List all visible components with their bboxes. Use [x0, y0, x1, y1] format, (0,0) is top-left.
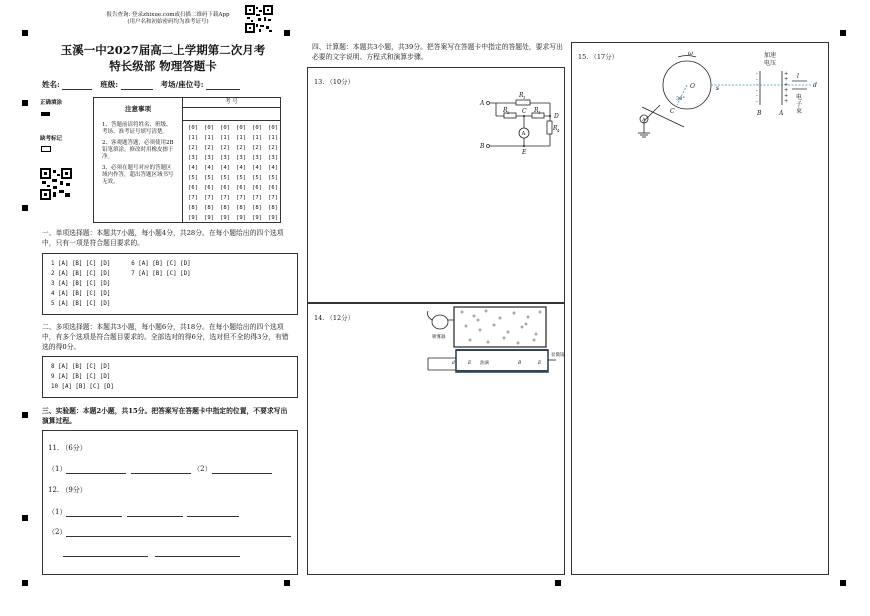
plate-minus-sign: -: [756, 71, 758, 77]
exam-digit-bubble[interactable]: [5]: [268, 175, 278, 181]
q14-answer-box[interactable]: [307, 303, 565, 575]
multi-row-10[interactable]: 10 [A] [B] [C] [D]: [51, 384, 114, 390]
q15-label-electron-1: 电: [796, 94, 803, 101]
q14-millikan-diagram: [408, 304, 564, 374]
notice-line-2: (用户名和初始密码均为准考证号): [127, 19, 209, 25]
oil-drop: [507, 331, 509, 333]
q13-ammeter-label: A: [521, 131, 526, 137]
exam-digit-bubble[interactable]: [0]: [188, 125, 198, 131]
title-line-1: 玉溪一中2027届高二上学期第二次月考: [60, 43, 266, 57]
class-label: 班级:: [100, 80, 119, 89]
q13-resistor-r4: [547, 121, 552, 134]
q12-blank-1b[interactable]: [127, 507, 183, 517]
q11-blank-1a[interactable]: [66, 464, 126, 474]
corner-mark-bottom-right: [840, 580, 846, 586]
exam-digit-bubble[interactable]: [9]: [204, 215, 214, 221]
mc-row-5[interactable]: 5 [A] [B] [C] [D]: [51, 301, 111, 307]
exam-digit-bubble[interactable]: [8]: [268, 205, 278, 211]
exam-digit-bubble[interactable]: [3]: [268, 155, 278, 161]
q11-part1-label: （1）: [48, 465, 67, 473]
exam-digit-bubble[interactable]: [7]: [236, 195, 246, 201]
q15-ammeter-label: A: [642, 117, 646, 123]
q14-label-e: E: [468, 361, 472, 366]
corner-mark-top-mid: [284, 30, 290, 36]
exam-digit-bubble[interactable]: [4]: [252, 165, 262, 171]
q14-label-sprayer: 喷雾器: [432, 335, 446, 340]
q11-blank-2[interactable]: [212, 464, 272, 474]
exam-digit-bubble[interactable]: [9]: [220, 215, 230, 221]
plate-minus-sign: -: [756, 82, 758, 88]
plate-minus-sign: -: [756, 76, 758, 83]
exam-digit-bubble[interactable]: [3]: [220, 155, 230, 161]
q13-label: 13. （10分）: [314, 78, 355, 86]
title-line-2: 特长级部 物理答题卡: [109, 59, 217, 73]
plate-plus-sign: +: [784, 71, 789, 77]
section3-title: 三、实验题：本题2小题，共15分。把答案写在答题卡中指定的位置，不要求写出演算过程。: [42, 407, 288, 425]
exam-number-digit-columns: [183, 123, 280, 223]
mc-row-3[interactable]: 3 [A] [B] [C] [D]: [51, 281, 111, 287]
exam-digit-column[interactable]: [219, 123, 231, 223]
q15-label-c: C: [670, 108, 675, 115]
q12-blank-2b[interactable]: [63, 547, 148, 557]
q15-label-electron-2: 子: [796, 101, 803, 108]
exam-digit-bubble[interactable]: [1]: [204, 135, 214, 141]
exam-digit-bubble[interactable]: [1]: [188, 135, 198, 141]
oil-drop: [535, 333, 537, 335]
q13-label-r2: R: [503, 107, 508, 114]
exam-digit-bubble[interactable]: [0]: [268, 125, 278, 131]
q13-node-d: D: [554, 113, 559, 120]
section2-answer-box: [42, 356, 298, 398]
plate-minus-sign: -: [756, 98, 758, 105]
exam-number-header: 考 号: [183, 98, 280, 108]
q13-label-r1-sub: 1: [523, 95, 526, 100]
exam-digit-bubble[interactable]: [7]: [204, 195, 214, 201]
q14-label-drop: 油滴: [480, 361, 489, 366]
exam-digit-bubble[interactable]: [4]: [220, 165, 230, 171]
oil-drop: [487, 341, 489, 343]
exam-digit-column[interactable]: [203, 123, 215, 223]
q12-part2-cont: [63, 547, 240, 557]
oil-drop: [485, 310, 487, 312]
multi-row-9[interactable]: 9 [A] [B] [C] [D]: [51, 374, 111, 380]
q14-label-b: B: [518, 361, 522, 366]
exam-digit-bubble[interactable]: [1]: [236, 135, 246, 141]
exam-digit-column[interactable]: [251, 123, 263, 223]
plate-plus-sign: +: [784, 82, 789, 88]
oil-drop: [513, 312, 515, 314]
q11-part2-label: （2）: [193, 465, 212, 473]
oil-drop: [499, 317, 501, 319]
multi-row-8[interactable]: 8 [A] [B] [C] [D]: [51, 364, 111, 370]
oil-drop: [525, 323, 527, 325]
section1-answer-box: [42, 253, 298, 315]
name-label: 姓名:: [42, 80, 60, 89]
q14-label-d: d: [452, 361, 455, 366]
exam-digit-bubble[interactable]: [9]: [236, 215, 246, 221]
exam-digit-bubble[interactable]: [8]: [188, 205, 198, 211]
notes-item-2: 2、客观题答题，必须使用2B铅笔填涂，修改时用橡皮擦干净。: [102, 140, 174, 160]
exam-digit-bubble[interactable]: [8]: [220, 205, 230, 211]
q15-label-a: A: [779, 110, 784, 117]
exam-digit-bubble[interactable]: [0]: [220, 125, 230, 131]
exam-digit-bubble[interactable]: [9]: [268, 215, 278, 221]
exam-digit-bubble[interactable]: [1]: [220, 135, 230, 141]
oil-drop: [521, 326, 523, 328]
q12-part2: [48, 527, 291, 537]
oil-drop: [465, 325, 467, 327]
q13-node-a: A: [480, 100, 485, 107]
side-mark-6: [555, 580, 561, 586]
absent-mark-box[interactable]: [41, 146, 51, 152]
exam-digit-bubble[interactable]: [3]: [236, 155, 246, 161]
exam-digit-bubble[interactable]: [3]: [188, 155, 198, 161]
exam-digit-bubble[interactable]: [0]: [204, 125, 214, 131]
exam-digit-bubble[interactable]: [4]: [236, 165, 246, 171]
notice-line-1: 报告查询: 登录zhixue.com或扫描二维码下载App: [106, 12, 230, 18]
exam-digit-bubble[interactable]: [6]: [236, 185, 246, 191]
q12-part1-label: （1）: [48, 508, 67, 516]
oil-drop: [503, 337, 505, 339]
q12-blank-2a[interactable]: [66, 527, 291, 537]
q15-label-l: l: [797, 73, 799, 80]
q15-label-angle: 30°: [676, 96, 685, 102]
exam-digit-bubble[interactable]: [6]: [188, 185, 198, 191]
notice-text: [88, 12, 248, 26]
exam-digit-bubble[interactable]: [0]: [236, 125, 246, 131]
q15-answer-box[interactable]: [571, 42, 829, 575]
side-mark-2: [22, 205, 28, 211]
mc-row-1[interactable]: 1 [A] [B] [C] [D] 6 [A] [B] [C] [D]: [51, 261, 191, 267]
section1-title: 一、单项选择题：本题共7小题，每小题4分，共28分。在每小题给出的四个选项中，只有一项是符合题目要求的。: [42, 229, 284, 247]
q12-blank-2c[interactable]: [155, 547, 240, 557]
q15-label-b: B: [757, 110, 762, 117]
correct-fill-label: 正确填涂: [40, 100, 63, 106]
exam-digit-bubble[interactable]: [9]: [188, 215, 198, 221]
exam-digit-column[interactable]: [267, 123, 279, 223]
oil-drop: [539, 311, 541, 313]
notes-box: [93, 97, 183, 223]
q15-label-s: s: [716, 85, 720, 92]
exam-digit-bubble[interactable]: [6]: [268, 185, 278, 191]
exam-digit-bubble[interactable]: [5]: [188, 175, 198, 181]
plate-plus-sign: +: [784, 98, 789, 105]
q13-label-r4: R: [553, 125, 558, 132]
corner-mark-top-left: [22, 30, 28, 36]
q15-label-d: d: [813, 82, 817, 89]
exam-digit-bubble[interactable]: [6]: [252, 185, 262, 191]
notes-item-3: 3、必须在题号对应的答题区域内作答，超出答题区域书写无效。: [102, 165, 174, 185]
exam-digit-bubble[interactable]: [2]: [220, 145, 230, 151]
exam-digit-bubble[interactable]: [5]: [204, 175, 214, 181]
exam-digit-column[interactable]: [235, 123, 247, 223]
exam-digit-column[interactable]: [187, 123, 199, 223]
q13-label-r1: R: [519, 92, 524, 99]
q13-circuit-diagram: [478, 86, 564, 156]
exam-digit-bubble[interactable]: [5]: [236, 175, 246, 181]
q13-node-c: C: [522, 108, 527, 115]
q13-label-r3-sub: 1: [538, 110, 541, 115]
correct-fill-sample: [41, 112, 50, 116]
q15-label-accel: 加速: [764, 52, 777, 59]
corner-mark-top-right: [840, 30, 846, 36]
q15-electron-diagram: [632, 45, 828, 145]
name-field[interactable]: [62, 80, 92, 90]
corner-mark-bottom-left: [22, 580, 28, 586]
exam-digit-bubble[interactable]: [3]: [204, 155, 214, 161]
q12-part1: [48, 507, 239, 517]
q13-resistor-r1: [516, 100, 530, 105]
q13-node-e: E: [522, 149, 527, 156]
q13-node-b: B: [480, 143, 485, 150]
page-title: [48, 42, 278, 74]
plate-plus-sign: +: [784, 76, 789, 83]
side-mark-5: [284, 580, 290, 586]
side-mark-3: [22, 412, 28, 418]
exam-digit-bubble[interactable]: [2]: [252, 145, 262, 151]
exam-digit-bubble[interactable]: [7]: [220, 195, 230, 201]
exam-digit-bubble[interactable]: [8]: [252, 205, 262, 211]
q15-label-voltage: 电压: [764, 60, 777, 67]
exam-digit-bubble[interactable]: [4]: [188, 165, 198, 171]
oil-drop: [527, 316, 529, 318]
q15-label-omega: ω: [688, 50, 693, 57]
exam-digit-bubble[interactable]: [1]: [268, 135, 278, 141]
exam-digit-bubble[interactable]: [9]: [252, 215, 262, 221]
side-mark-4: [22, 515, 28, 521]
oil-drop: [533, 339, 535, 341]
q14-label-microscope: 显微镜: [551, 353, 564, 358]
oil-drop: [473, 315, 475, 317]
student-info-row: [42, 79, 240, 90]
q12-part2-label: （2）: [48, 528, 67, 536]
exam-digit-bubble[interactable]: [7]: [252, 195, 262, 201]
q15-label: 15. （17分）: [578, 53, 619, 61]
exam-number-box: [182, 97, 281, 223]
q12-blank-1a[interactable]: [66, 507, 122, 517]
side-mark-1: [22, 100, 28, 106]
mc-row-4[interactable]: 4 [A] [B] [C] [D]: [51, 291, 111, 297]
section3-answer-box: [42, 430, 298, 575]
q11-label: 11. （6分）: [48, 444, 87, 452]
exam-number-write-row[interactable]: [183, 108, 280, 121]
plate-minus-sign: -: [756, 93, 758, 99]
q11-part1: [48, 464, 272, 474]
absent-mark-label: 缺考标记: [40, 136, 63, 142]
qr-code-left: [40, 168, 72, 200]
oil-drop: [469, 339, 471, 341]
q13-label-r3: R: [534, 107, 539, 114]
oil-drop: [477, 319, 479, 321]
exam-digit-bubble[interactable]: [1]: [252, 135, 262, 141]
exam-digit-bubble[interactable]: [2]: [236, 145, 246, 151]
exam-digit-bubble[interactable]: [0]: [252, 125, 262, 131]
oil-drop: [493, 324, 495, 326]
exam-digit-bubble[interactable]: [4]: [268, 165, 278, 171]
exam-digit-bubble[interactable]: [6]: [220, 185, 230, 191]
exam-digit-bubble[interactable]: [4]: [204, 165, 214, 171]
oil-drop: [517, 342, 519, 344]
mc-row-2[interactable]: 2 [A] [B] [C] [D] 7 [A] [B] [C] [D]: [51, 271, 191, 277]
plate-plus-sign: +: [784, 93, 789, 99]
section2-title: 二、多项选择题：本题共3小题，每小题6分，共18分。在每小题给出的四个选项中，有多个选项是符合题目要求的。全部选对的得6分，选对但不全的得3分，有错选的得0分。: [42, 323, 289, 351]
exam-digit-bubble[interactable]: [5]: [220, 175, 230, 181]
q14-label: 14. （12分）: [314, 314, 355, 322]
q13-answer-box[interactable]: [307, 67, 565, 303]
notes-item-1: 1、答题前请将姓名、班级、考场、准考证号填写清楚。: [102, 122, 172, 135]
exam-digit-bubble[interactable]: [8]: [204, 205, 214, 211]
qr-code-top: [245, 5, 273, 33]
section4-title: 四、计算题：本题共3小题，共39分。把答案写在答题卡中指定的答题处，要求写出必要的文字说明、方程式和演算步骤。: [312, 43, 563, 61]
q13-label-r4-sub: 4: [557, 128, 560, 133]
exam-digit-bubble[interactable]: [3]: [252, 155, 262, 161]
class-field[interactable]: [121, 80, 153, 90]
seat-label: 考场/座位号:: [160, 80, 204, 89]
q15-label-electron-3: 束: [796, 108, 803, 115]
q12-blank-1c[interactable]: [187, 507, 239, 517]
oil-drop: [479, 329, 481, 331]
oil-drop: [461, 311, 463, 313]
notes-title: 注意事项: [125, 105, 151, 113]
plate-minus-sign: -: [756, 87, 758, 94]
seat-field[interactable]: [206, 80, 240, 90]
q14-label-eb: E: [538, 361, 542, 366]
exam-digit-bubble[interactable]: [7]: [268, 195, 278, 201]
exam-digit-bubble[interactable]: [8]: [236, 205, 246, 211]
exam-digit-bubble[interactable]: [6]: [204, 185, 214, 191]
q13-label-r2-sub: 2: [507, 110, 510, 115]
q15-label-o: O: [690, 83, 695, 90]
q14-oil-drops: [461, 310, 541, 344]
exam-digit-bubble[interactable]: [2]: [268, 145, 278, 151]
exam-digit-bubble[interactable]: [2]: [204, 145, 214, 151]
exam-digit-bubble[interactable]: [7]: [188, 195, 198, 201]
q12-label: 12. （9分）: [48, 486, 87, 494]
q11-blank-1b[interactable]: [131, 464, 191, 474]
exam-digit-bubble[interactable]: [2]: [188, 145, 198, 151]
plate-plus-sign: +: [784, 87, 789, 94]
exam-digit-bubble[interactable]: [5]: [252, 175, 262, 181]
